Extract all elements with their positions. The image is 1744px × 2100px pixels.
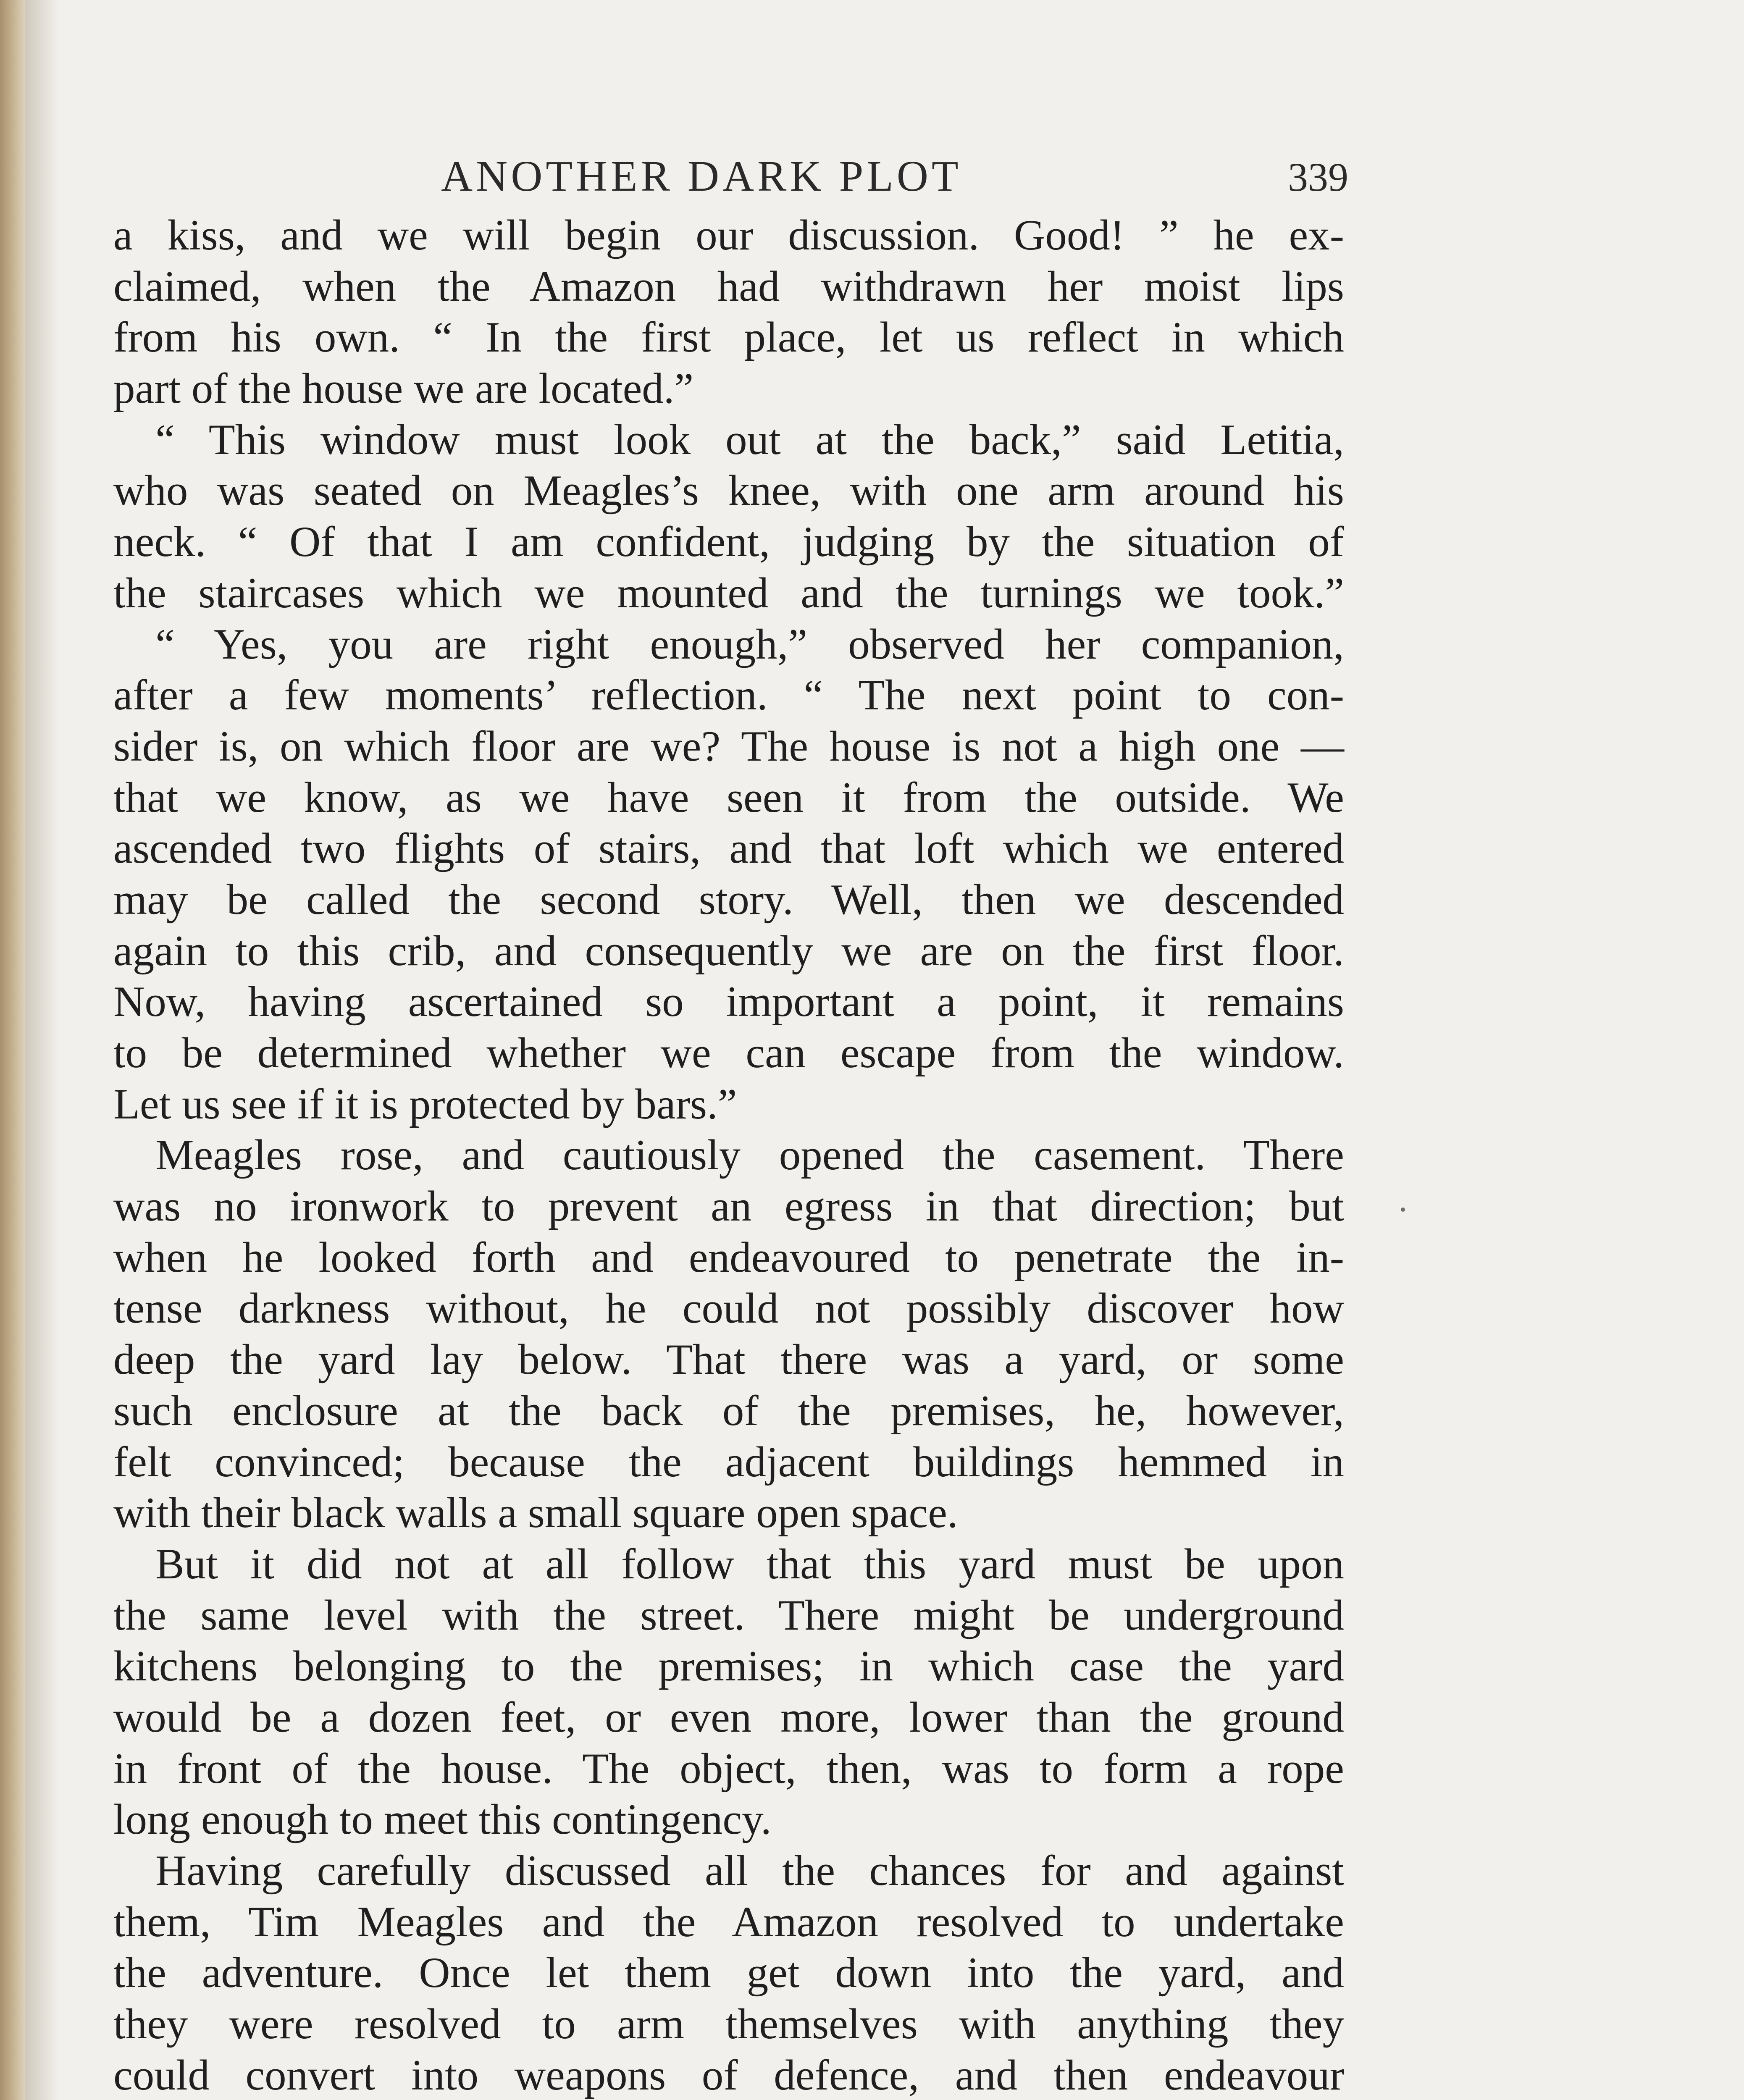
text-line: from his own. “ In the first place, let us reflect in which	[113, 313, 1344, 362]
text-line: sider is, on which floor are we? The house is not a high one —	[113, 722, 1344, 770]
text-line: that we know, as we have seen it from the outside. We	[113, 773, 1344, 822]
gutter-shadow	[25, 0, 59, 2100]
text-line: the staircases which we mounted and the turnings we took.”	[113, 569, 1344, 617]
text-line: them, Tim Meagles and the Amazon resolved to undertake	[113, 1898, 1344, 1946]
stray-mark	[1401, 1208, 1405, 1212]
text-line: kitchens belonging to the premises; in which case the yard	[113, 1642, 1344, 1690]
running-head	[113, 151, 1348, 210]
body-text	[113, 210, 1344, 2100]
text-line: could convert into weapons of defence, and then endeavour	[113, 2051, 1344, 2099]
text-line: “ This window must look out at the back,” said Letitia,	[155, 415, 1344, 464]
text-line: Let us see if it is protected by bars.”	[113, 1080, 737, 1128]
text-line: would be a dozen feet, or even more, lower than the ground	[113, 1693, 1344, 1741]
text-line: deep the yard lay below. That there was a yard, or some	[113, 1336, 1344, 1384]
text-line: Now, having ascertained so important a point, it remains	[113, 978, 1344, 1026]
text-line: when he looked forth and endeavoured to penetrate the in-	[113, 1233, 1344, 1281]
text-line: they were resolved to arm themselves with anything they	[113, 2000, 1344, 2048]
text-line: But it did not at all follow that this yard must be upon	[155, 1540, 1344, 1588]
text-line: who was seated on Meagles’s knee, with one arm around his	[113, 467, 1344, 515]
text-line: with their black walls a small square open space.	[113, 1489, 958, 1537]
book-page	[113, 151, 1348, 2100]
text-line: may be called the second story. Well, then we descended	[113, 875, 1344, 924]
text-line: such enclosure at the back of the premises, he, however,	[113, 1386, 1344, 1435]
chapter-title: ANOTHER DARK PLOT	[441, 152, 962, 200]
text-line: “ Yes, you are right enough,” observed her companion,	[155, 620, 1344, 668]
text-line: Meagles rose, and cautiously opened the casement. There	[155, 1131, 1344, 1179]
text-line: neck. “ Of that I am confident, judging by the situation of	[113, 518, 1344, 566]
text-line: to be determined whether we can escape from the window.	[113, 1029, 1344, 1077]
text-line: the adventure. Once let them get down into the yard, and	[113, 1949, 1344, 1997]
text-line: was no ironwork to prevent an egress in that direction; but	[113, 1182, 1344, 1231]
text-line: the same level with the street. There might be underground	[113, 1591, 1344, 1639]
page-number: 339	[1288, 155, 1348, 200]
text-line: long enough to meet this contingency.	[113, 1796, 772, 1844]
text-line: part of the house we are located.”	[113, 365, 694, 413]
text-line: tense darkness without, he could not possibly discover how	[113, 1284, 1344, 1333]
book-gutter	[0, 0, 25, 2100]
text-line: Having carefully discussed all the chances for and against	[155, 1847, 1344, 1895]
text-line: felt convinced; because the adjacent buildings hemmed in	[113, 1438, 1344, 1486]
text-line: ascended two flights of stairs, and that loft which we entered	[113, 824, 1344, 873]
text-line: a kiss, and we will begin our discussion. Good! ” he ex-	[113, 211, 1344, 259]
text-line: claimed, when the Amazon had withdrawn her moist lips	[113, 262, 1344, 310]
text-line: again to this crib, and consequently we are on the first floor.	[113, 927, 1344, 975]
text-line: in front of the house. The object, then, was to form a rope	[113, 1744, 1344, 1793]
text-line: after a few moments’ reflection. “ The next point to con-	[113, 671, 1344, 719]
